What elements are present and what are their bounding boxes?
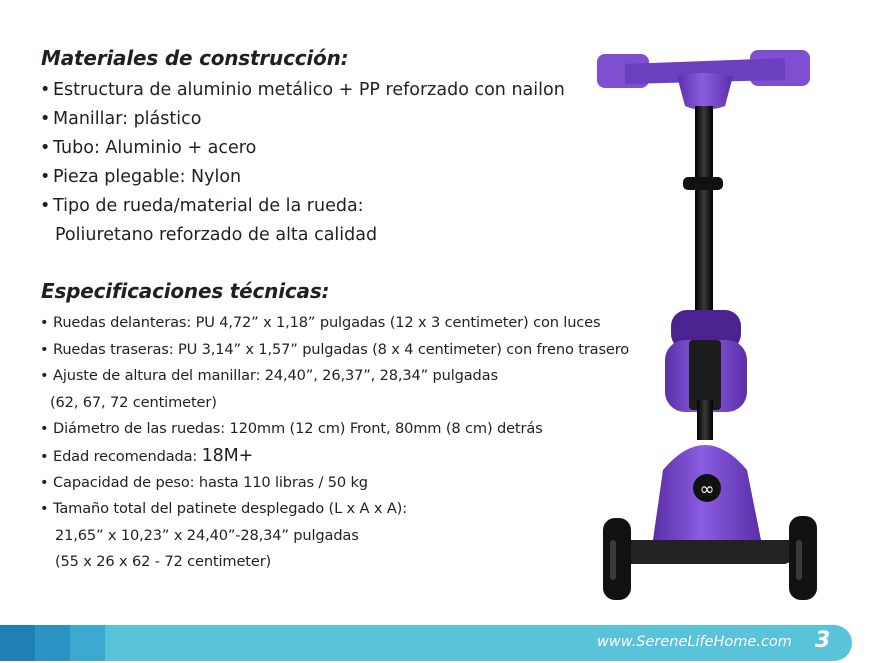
- list-item: [40, 416, 629, 443]
- footer-square: [35, 625, 70, 661]
- bullet: •: [40, 138, 51, 158]
- bullet: •: [40, 167, 51, 187]
- materials-list: [40, 76, 565, 250]
- list-item: [40, 163, 565, 192]
- list-item-text: Estructura de aluminio metálico + PP reforzado con nailon: [53, 80, 565, 100]
- rear-wheel-right: [789, 516, 817, 600]
- front-wheels-spec: Ruedas delanteras: PU 4,72” x 1,18” pulgadas (12 x 3 centimeter) con luces: [53, 314, 601, 331]
- scooter-product-image: [585, 40, 825, 605]
- total-size-cm: (55 x 26 x 62 - 72 centimeter): [55, 553, 272, 571]
- folding-mechanism: [665, 310, 747, 412]
- list-item-continuation: [40, 390, 629, 417]
- list-item: [40, 192, 565, 221]
- bullet: •: [40, 80, 51, 100]
- page-footer: [0, 623, 884, 663]
- front-fork: [697, 400, 713, 440]
- list-item: [40, 470, 629, 497]
- list-item: [40, 443, 629, 470]
- list-item-continuation: [40, 523, 629, 550]
- list-item-continuation: [40, 221, 565, 250]
- total-size-spec: Tamaño total del patinete desplegado (L x A x A):: [53, 500, 407, 518]
- footer-square: [70, 625, 105, 661]
- list-item: [40, 363, 629, 390]
- handlebar-height-metric: (62, 67, 72 centimeter): [50, 393, 217, 411]
- list-item-text: Tipo de rueda/material de la rueda:: [53, 196, 364, 216]
- list-item-text: Poliuretano reforzado de alta calidad: [55, 225, 378, 245]
- page-number: 3: [815, 628, 831, 653]
- bullet: •: [40, 196, 51, 216]
- list-item-text: Tubo: Aluminio + acero: [53, 138, 257, 158]
- logo-symbol: ∞: [699, 479, 715, 500]
- rear-wheel-left: [603, 518, 631, 600]
- deck: [614, 540, 796, 564]
- materials-heading: Materiales de construcción:: [41, 46, 349, 70]
- specs-heading: Especificaciones técnicas:: [41, 279, 330, 303]
- list-item-text: Manillar: plástico: [53, 109, 202, 129]
- wheel-diameter-spec: Diámetro de las ruedas: 120mm (12 cm) Front, 80mm (8 cm) detrás: [53, 420, 543, 438]
- bullet: •: [40, 367, 49, 385]
- list-item: [40, 496, 629, 523]
- age-label: Edad recomendada:: [53, 447, 198, 465]
- specs-list: [40, 310, 629, 576]
- handlebar-height-spec: Ajuste de altura del manillar: 24,40”, 26,37”, 28,34” pulgadas: [53, 367, 498, 385]
- list-item: [40, 105, 565, 134]
- handlebar: [597, 50, 810, 110]
- bullet: •: [40, 500, 49, 518]
- bullet: •: [40, 109, 51, 129]
- bullet: •: [40, 420, 49, 438]
- list-item: [40, 76, 565, 105]
- footer-square: [0, 625, 35, 661]
- bullet: •: [40, 340, 49, 358]
- list-item: [40, 337, 629, 364]
- bullet: •: [40, 473, 49, 491]
- weight-capacity-spec: Capacidad de peso: hasta 110 libras / 50 kg: [53, 473, 368, 491]
- list-item: [40, 134, 565, 163]
- age-value: 18M+: [201, 445, 254, 466]
- website-link[interactable]: www.SereneLifeHome.com: [597, 634, 792, 650]
- height-clamp: [683, 177, 723, 190]
- list-item: [40, 310, 629, 337]
- list-item-continuation: [40, 549, 629, 576]
- total-size-inches: 21,65” x 10,23” x 24,40”-28,34” pulgadas: [55, 526, 359, 544]
- bullet: •: [40, 447, 49, 465]
- list-item-text: Pieza plegable: Nylon: [53, 167, 242, 187]
- rear-wheels-spec: Ruedas traseras: PU 3,14” x 1,57” pulgadas (8 x 4 centimeter) con freno trasero: [53, 340, 630, 358]
- bullet: •: [40, 314, 49, 331]
